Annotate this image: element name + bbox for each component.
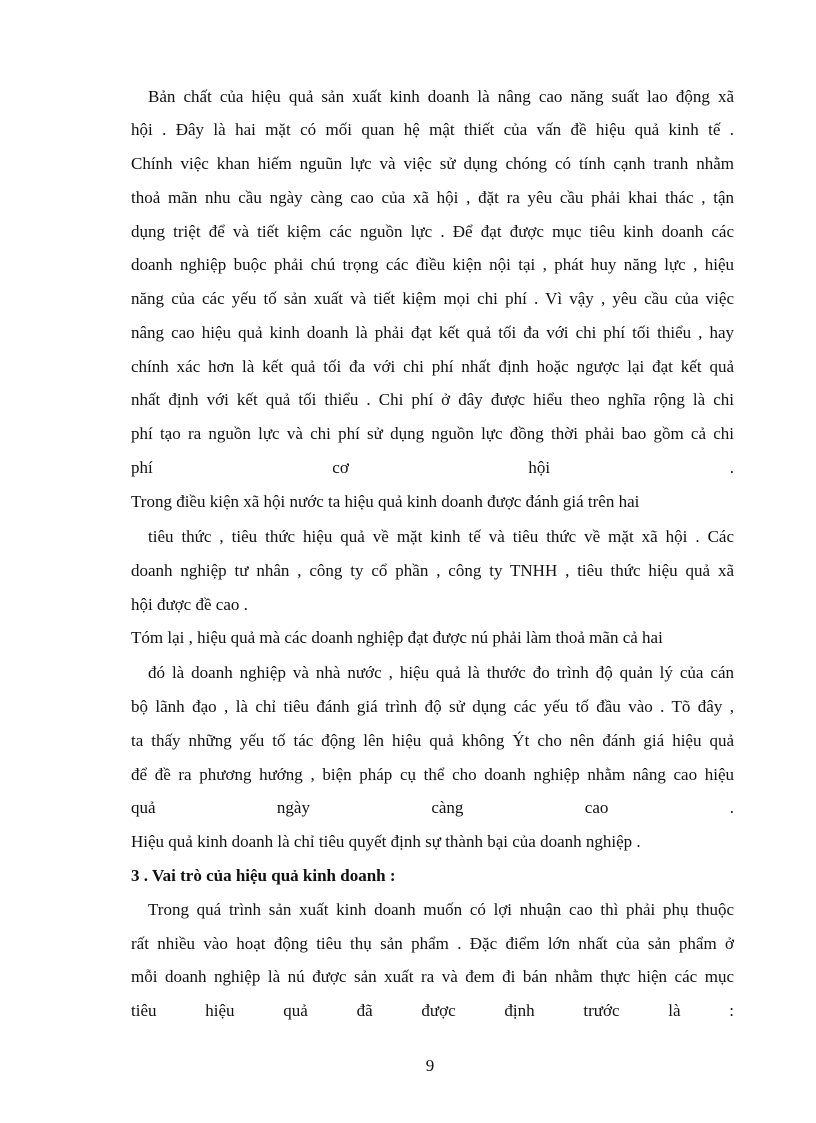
text-line: tiêu thức , tiêu thức hiệu quả về mặt kinh tế và tiêu thức về mặt xã hội . Các bbox=[148, 527, 734, 546]
page-number: 9 bbox=[425, 1056, 435, 1075]
text-line: Trong quá trình sản xuất kinh doanh muốn có lợi nhuận cao thì phải phụ thuộc bbox=[148, 900, 734, 919]
text-line: Chính việc khan hiếm nguũn lực và việc sử dụng chóng có tính cạnh tranh nhằm bbox=[131, 154, 734, 173]
text-line: doanh nghiệp buộc phải chú trọng các điều kiện nội tại , phát huy năng lực , hiệu bbox=[131, 255, 734, 274]
text-line: doanh nghiệp tư nhân , công ty cổ phần , công ty TNHH , tiêu thức hiệu quả xã bbox=[131, 561, 734, 580]
text-line: Bản chất của hiệu quả sản xuất kinh doanh là nâng cao năng suất lao động xã bbox=[148, 87, 734, 106]
text-line: dụng triệt để và tiết kiệm các nguồn lực . Để đạt được mục tiêu kinh doanh các bbox=[131, 222, 734, 241]
text-line: rất nhiều vào hoạt động tiêu thụ sản phẩm . Đặc điểm lớn nhất của sản phẩm ở bbox=[131, 934, 734, 953]
text-line: phí cơ hội . bbox=[131, 458, 734, 477]
text-line: nhất định với kết quả tối thiểu . Chi phí ở đây được hiểu theo nghĩa rộng là chi bbox=[131, 390, 734, 409]
text-line: đó là doanh nghiệp và nhà nước , hiệu quả là thước đo trình độ quản lý của cán bbox=[148, 663, 734, 682]
text-line: tiêu hiệu quả đã được định trước là : bbox=[131, 1001, 734, 1020]
text-line: Hiệu quả kinh doanh là chỉ tiêu quyết định sự thành bại của doanh nghiệp . bbox=[131, 832, 641, 851]
text-line: nâng cao hiệu quả kinh doanh là phải đạt kết quả tối đa với chi phí tối thiểu , hay bbox=[131, 323, 734, 342]
text-line: ta thấy những yếu tố tác động lên hiệu quả không Ýt cho nên đánh giá hiệu quả bbox=[131, 731, 734, 750]
text-line: mỗi doanh nghiệp là nú được sản xuất ra và đem đi bán nhằm thực hiện các mục bbox=[131, 967, 734, 986]
text-line: phí tạo ra nguồn lực và chi phí sử dụng nguồn lực đồng thời phải bao gồm cả chi bbox=[131, 424, 734, 443]
text-line: để đề ra phương hướng , biện pháp cụ thể cho doanh nghiệp nhằm nâng cao hiệu bbox=[131, 765, 734, 784]
text-line: thoả mãn nhu cầu ngày càng cao của xã hội , đặt ra yêu cầu phải khai thác , tận bbox=[131, 188, 734, 207]
text-line: chính xác hơn là kết quả tối đa với chi phí nhất định hoặc ngược lại đạt kết quả bbox=[131, 357, 734, 376]
text-line: hội . Đây là hai mặt có mối quan hệ mật thiết của vấn đề hiệu quả kinh tế . bbox=[131, 120, 734, 139]
section-heading: 3 . Vai trò của hiệu quả kinh doanh : bbox=[131, 866, 396, 885]
text-line: Tóm lại , hiệu quả mà các doanh nghiệp đạt được nú phải làm thoả mãn cả hai bbox=[131, 628, 663, 647]
text-line: Trong điều kiện xã hội nước ta hiệu quả kinh doanh được đánh giá trên hai bbox=[131, 492, 640, 511]
text-line: bộ lãnh đạo , là chỉ tiêu đánh giá trình độ sử dụng các yếu tố đầu vào . Tõ đây , bbox=[131, 697, 734, 716]
text-line: quả ngày càng cao . bbox=[131, 798, 734, 817]
text-line: hội được đề cao . bbox=[131, 595, 248, 614]
text-line bbox=[131, 1035, 734, 1055]
text-line: năng của các yếu tố sản xuất và tiết kiệm mọi chi phí . Vì vậy , yêu cầu của việc bbox=[131, 289, 734, 308]
